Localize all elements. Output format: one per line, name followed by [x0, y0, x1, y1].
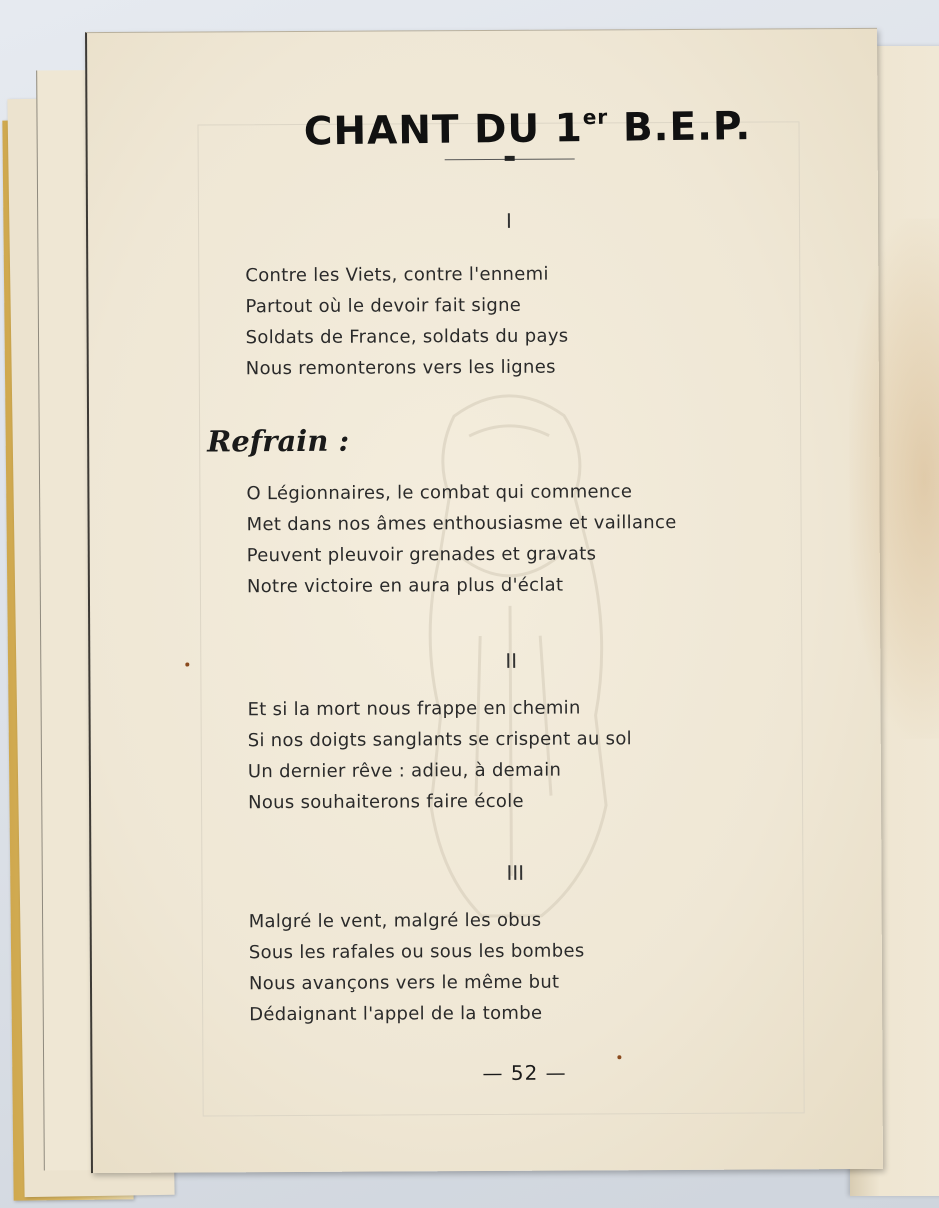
page-number: — 52 —	[482, 1060, 567, 1086]
verse-line: Met dans nos âmes enthousiasme et vaillance	[246, 511, 677, 536]
verse-line: Et si la mort nous frappe en chemin	[247, 697, 581, 721]
verse-line: Dédaignant l'appel de la tombe	[249, 1002, 543, 1026]
verse-line: Nous remonterons vers les lignes	[245, 356, 556, 380]
page-title: CHANT DU 1er B.E.P.	[303, 104, 752, 155]
verse-line: O Légionnaires, le combat qui commence	[246, 481, 633, 505]
stanza-numeral: III	[506, 860, 525, 885]
verse-line: Contre les Viets, contre l'ennemi	[245, 263, 549, 287]
verse-line: Soldats de France, soldats du pays	[245, 325, 569, 349]
booklet-page	[85, 28, 883, 1173]
stanza-numeral: I	[505, 208, 512, 233]
refrain	[246, 476, 677, 602]
verse-line: Un dernier rêve : adieu, à demain	[247, 759, 562, 783]
verse-line: Sous les rafales ou sous les bombes	[248, 940, 585, 964]
verse-line: Peuvent pleuvoir grenades et gravats	[246, 543, 597, 567]
stanza-3	[249, 904, 585, 1030]
refrain-heading: Refrain :	[207, 423, 350, 459]
verse-line: Nous avançons vers le même but	[248, 971, 560, 995]
verse-line: Nous souhaiterons faire école	[248, 790, 524, 814]
paper-speck	[617, 1055, 621, 1059]
title-underline-mark	[505, 156, 515, 161]
paper-speck	[185, 663, 189, 667]
verse-line: Si nos doigts sanglants se crispent au sol	[247, 728, 632, 752]
title-superscript: er	[582, 104, 609, 130]
verse-line: Malgré le vent, malgré les obus	[248, 909, 542, 933]
stanza-2	[247, 692, 632, 818]
stanza-numeral: II	[505, 648, 518, 673]
stanza-1	[245, 259, 568, 385]
verse-line: Notre victoire en aura plus d'éclat	[246, 574, 564, 598]
verse-line: Partout où le devoir fait signe	[245, 294, 522, 318]
